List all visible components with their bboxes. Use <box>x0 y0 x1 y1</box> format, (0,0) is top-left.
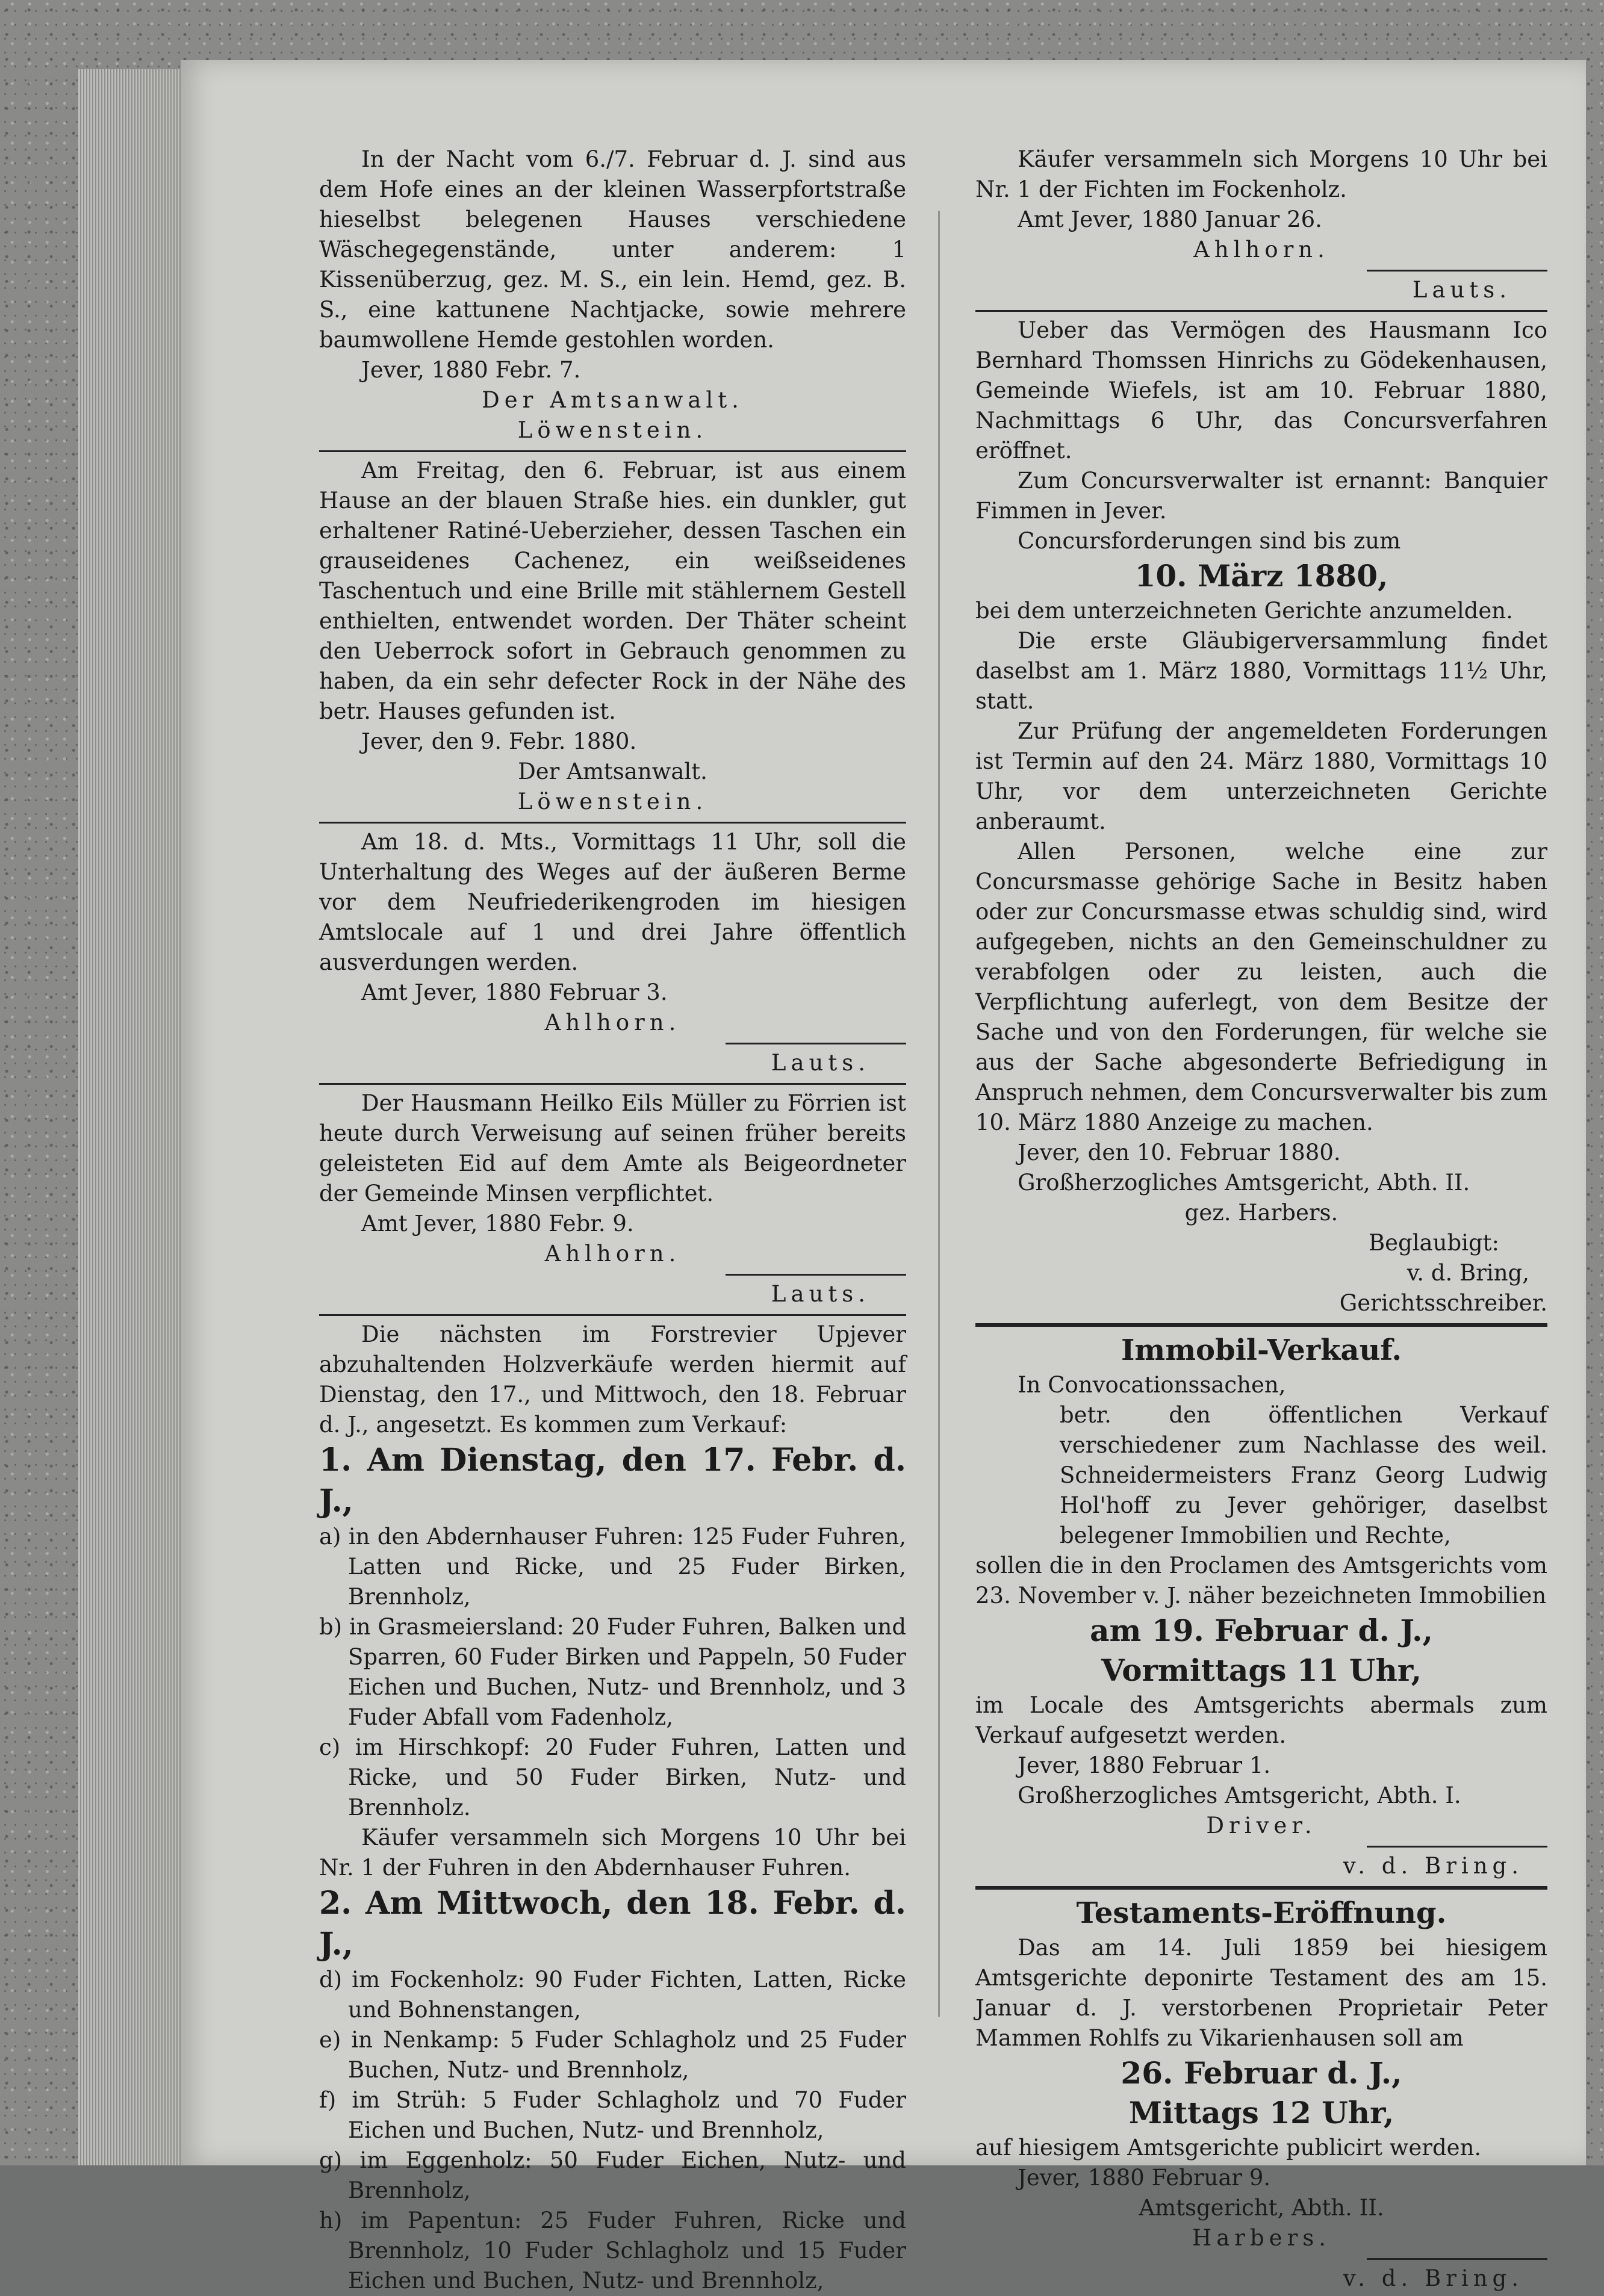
sale-item-c: c) im Hirschkopf: 20 Fuder Fuhren, Latten und Ricke, und 50 Fuder Birken, Nutz- und Brennholz. <box>319 1734 906 1820</box>
notice-text: Die nächsten im Forstrevier Upjever abzuhaltenden Holzverkäufe werden hiermit auf Dienstag, den 17., und Mittwoch, den 18. Februar d. J., angesetzt. Es kommen zum Verkauf: <box>319 1321 906 1438</box>
notice-text: Ueber das Vermögen des Hausmann Ico Bernhard Thomssen Hinrichs zu Gödekenhausen, Gemeinde Wiefels, ist am 10. Februar 1880, Nachmittags 6 Uhr, das Concursverfahren eröffnet. <box>975 317 1547 464</box>
certifier-title: Gerichtsschreiber. <box>1339 1290 1547 1316</box>
notice-text: In der Nacht vom 6./7. Februar d. J. sind aus dem Hofe eines an der kleinen Wasserpfortstraße hieselbst belegenen Hauses verschiedene Wäschegegenstände, unter anderem: 1 Kissenüberzug, gez. M. S., ein lein. Hemd, gez. B. S., eine kattunene Nachtjacke, sowie mehrere baumwollene Hemde gestohlen worden. <box>319 146 906 353</box>
notice-text: im Locale des Amtsgerichts abermals zum Verkauf aufgesetzt werden. <box>975 1692 1547 1748</box>
notice-text: In Convocationssachen, <box>1018 1372 1286 1398</box>
buyers-meeting: Käufer versammeln sich Morgens 10 Uhr bei Nr. 1 der Fuhren in den Abdernhauser Fuhren. <box>319 1825 906 1881</box>
sale-item-h: h) im Papentun: 25 Fuder Fuhren, Ricke und Brennholz, 10 Fuder Schlagholz und 15 Fuder Eichen und Buchen, Nutz- und Brennholz, <box>319 2208 906 2294</box>
sale-item-a: a) in den Abdernhauser Fuhren: 125 Fuder Fuhren, Latten und Ricke, und 25 Fuder Birken, Brennholz, <box>319 1524 906 1610</box>
deadline-date: 10. März 1880, <box>1134 558 1388 594</box>
sale-day-2-heading: 2. Am Mittwoch, den 18. Febr. d. J., <box>319 1885 906 1962</box>
notice-heading: Immobil-Verkauf. <box>1121 1333 1402 1367</box>
column-divider <box>938 211 940 2017</box>
signature-line <box>1367 1846 1547 1848</box>
notice-secondary-signature: Lauts. <box>771 1050 870 1076</box>
notice-place: Amt Jever, 1880 Februar 3. <box>361 979 668 1005</box>
notice-place: Amt Jever, 1880 Febr. 9. <box>361 1211 634 1236</box>
notice-signature: Löwenstein. <box>517 789 708 814</box>
notice-secondary-signature: v. d. Bring. <box>1343 2265 1523 2291</box>
notice-text: Die erste Gläubigerversammlung findet daselbst am 1. März 1880, Vormittags 11½ Uhr, statt. <box>975 628 1547 714</box>
notice-text: sollen die in den Proclamen des Amtsgerichts vom 23. November v. J. näher bezeichneten Immobilien <box>975 1553 1547 1609</box>
signature-line <box>1367 2258 1547 2260</box>
notice-signature: Ahlhorn. <box>1193 237 1329 262</box>
notice-signature: Ahlhorn. <box>544 1010 681 1035</box>
notice-court: Großherzogliches Amtsgericht, Abth. II. <box>1018 1170 1470 1196</box>
signature-line <box>726 1043 906 1044</box>
notice-text: Am Freitag, den 6. Februar, ist aus einem Hause an der blauen Straße hies. ein dunkler, gut erhaltener Ratiné-Ueberzieher, dessen Taschen ein grauseidenes Cachenez, ein weißseidenes Taschentuch und eine Brille mit stählernem Gestell enthielten, entwendet worden. Der Thäter scheint den Ueberrock sofort in Gebrauch genommen zu haben, da ein sehr defecter Rock in der Nähe des betr. Hauses gefunden ist. <box>319 458 906 724</box>
notice-court: Amtsgericht, Abth. II. <box>1139 2195 1384 2221</box>
right-column <box>975 144 1547 2294</box>
notice-text: Am 18. d. Mts., Vormittags 11 Uhr, soll die Unterhaltung des Weges auf der äußeren Berme vor dem Neufriederikengroden im hiesigen Amtslocale auf 1 und drei Jahre öffentlich ausverdungen werden. <box>319 829 906 975</box>
notice-text: Allen Personen, welche eine zur Concursmasse gehörige Sache in Besitz haben oder zur Concursmasse etwas schuldig sind, wird aufgegeben, nichts an den Gemeinschuldner zu verabfolgen oder zu leisten, auch die Verpflichtung auferlegt, von dem Besitze der Sache und von den Forderungen, für welche sie aus der Sache abgesonderte Befriedigung in Anspruch nehmen, dem Concursverwalter bis zum 10. März 1880 Anzeige zu machen. <box>975 839 1547 1135</box>
left-column <box>319 144 906 2296</box>
opening-time: Mittags 12 Uhr, <box>1128 2095 1394 2130</box>
sale-item-d: d) im Fockenholz: 90 Fuder Fichten, Latten, Ricke und Bohnenstangen, <box>319 1967 906 2023</box>
notice-theft-2 <box>319 456 906 817</box>
notice-court: Großherzogliches Amtsgericht, Abth. I. <box>1018 1783 1461 1808</box>
divider <box>975 310 1547 312</box>
notice-office: Der Amtsanwalt. <box>518 759 707 784</box>
sale-item-g: g) im Eggenholz: 50 Fuder Eichen, Nutz- und Brennholz, <box>319 2147 906 2203</box>
divider <box>975 1886 1547 1890</box>
notice-text: Der Hausmann Heilko Eils Müller zu Förrien ist heute durch Verweisung auf seinen früher bereits geleisteten Eid auf dem Amte als Beigeordneter der Gemeinde Minsen verpflichtet. <box>319 1090 906 1206</box>
opening-date: 26. Februar d. J., <box>1121 2055 1402 2091</box>
notice-signature: Harbers. <box>1192 2225 1331 2251</box>
sale-item-e: e) in Nenkamp: 5 Fuder Schlagholz und 25 Fuder Buchen, Nutz- und Brennholz, <box>319 2027 906 2083</box>
notice-place: Jever, 1880 Februar 9. <box>1018 2165 1271 2191</box>
notice-property-sale <box>975 1330 1547 1881</box>
divider <box>319 1083 906 1085</box>
notice-signature: Driver. <box>1206 1813 1317 1838</box>
divider <box>319 450 906 452</box>
notice-place: Jever, den 10. Februar 1880. <box>1018 1140 1341 1165</box>
notice-heading: Testaments-Eröffnung. <box>1076 1896 1447 1930</box>
notice-office: Der Amtsanwalt. <box>482 387 744 413</box>
notice-signature: Löwenstein. <box>517 417 708 443</box>
sale-date: am 19. Februar d. J., <box>1090 1613 1433 1648</box>
notice-road-maintenance <box>319 827 906 1078</box>
sale-item-f: f) im Strüh: 5 Fuder Schlagholz und 70 Fuder Eichen und Buchen, Nutz- und Brennholz, <box>319 2087 906 2143</box>
notice-text: auf hiesigem Amtsgerichte publicirt werden. <box>975 2135 1482 2161</box>
notice-place: Jever, 1880 Febr. 7. <box>361 357 581 383</box>
certification-label: Beglaubigt: <box>1368 1230 1499 1256</box>
notice-text: betr. den öffentlichen Verkauf verschiedener zum Nachlasse des weil. Schneidermeisters Franz Georg Ludwig Hol'hoff zu Jever gehöriger, daselbst belegener Immobilien und Rechte, <box>1060 1402 1547 1548</box>
sale-item-b: b) in Grasmeiersland: 20 Fuder Fuhren, Balken und Sparren, 60 Fuder Birken und Pappeln, 50 Fuder Eichen und Buchen, Nutz- und Brennholz, und 3 Fuder Abfall vom Fadenholz, <box>319 1614 906 1730</box>
divider <box>975 1323 1547 1327</box>
notice-testament <box>975 1893 1547 2294</box>
notice-signature: Ahlhorn. <box>544 1241 681 1267</box>
notice-secondary-signature: Lauts. <box>1412 277 1511 303</box>
sale-time: Vormittags 11 Uhr, <box>1101 1652 1422 1688</box>
notice-secondary-signature: Lauts. <box>771 1281 870 1307</box>
notice-secondary-signature: v. d. Bring. <box>1343 1853 1523 1879</box>
notice-text: bei dem unterzeichneten Gerichte anzumelden. <box>975 598 1513 624</box>
signature-line <box>1367 270 1547 271</box>
notice-wood-sale <box>319 1320 906 2296</box>
divider <box>319 1314 906 1316</box>
certifier-name: v. d. Bring, <box>1407 1260 1529 1286</box>
notice-text: Concursforderungen sind bis zum <box>1018 528 1401 554</box>
divider <box>319 822 906 824</box>
notice-theft-1 <box>319 144 906 445</box>
notice-signature: gez. Harbers. <box>1184 1200 1338 1226</box>
notice-place: Amt Jever, 1880 Januar 26. <box>1018 206 1322 232</box>
notice-place: Jever, 1880 Februar 1. <box>1018 1752 1271 1778</box>
notice-text: Das am 14. Juli 1859 bei hiesigem Amtsgerichte deponirte Testament des am 15. Januar d. J. verstorbenen Proprietair Peter Mammen Rohlfs zu Vikarienhausen soll am <box>975 1935 1547 2051</box>
sale-day-1-heading: 1. Am Dienstag, den 17. Febr. d. J., <box>319 1442 906 1519</box>
notice-text: Zur Prüfung der angemeldeten Forderungen ist Termin auf den 24. März 1880, Vormittags 10 Uhr, vor dem unterzeichneten Gerichte anberaumt. <box>975 718 1547 834</box>
notice-bankruptcy <box>975 315 1547 1318</box>
notice-text: Zum Concursverwalter ist ernannt: Banquier Fimmen in Jever. <box>975 468 1547 524</box>
buyers-meeting: Käufer versammeln sich Morgens 10 Uhr bei Nr. 1 der Fichten im Fockenholz. <box>975 146 1547 202</box>
notice-place: Jever, den 9. Febr. 1880. <box>361 728 637 754</box>
signature-line <box>726 1274 906 1276</box>
notice-oath <box>319 1088 906 1309</box>
notice-wood-sale-continued <box>975 144 1547 305</box>
